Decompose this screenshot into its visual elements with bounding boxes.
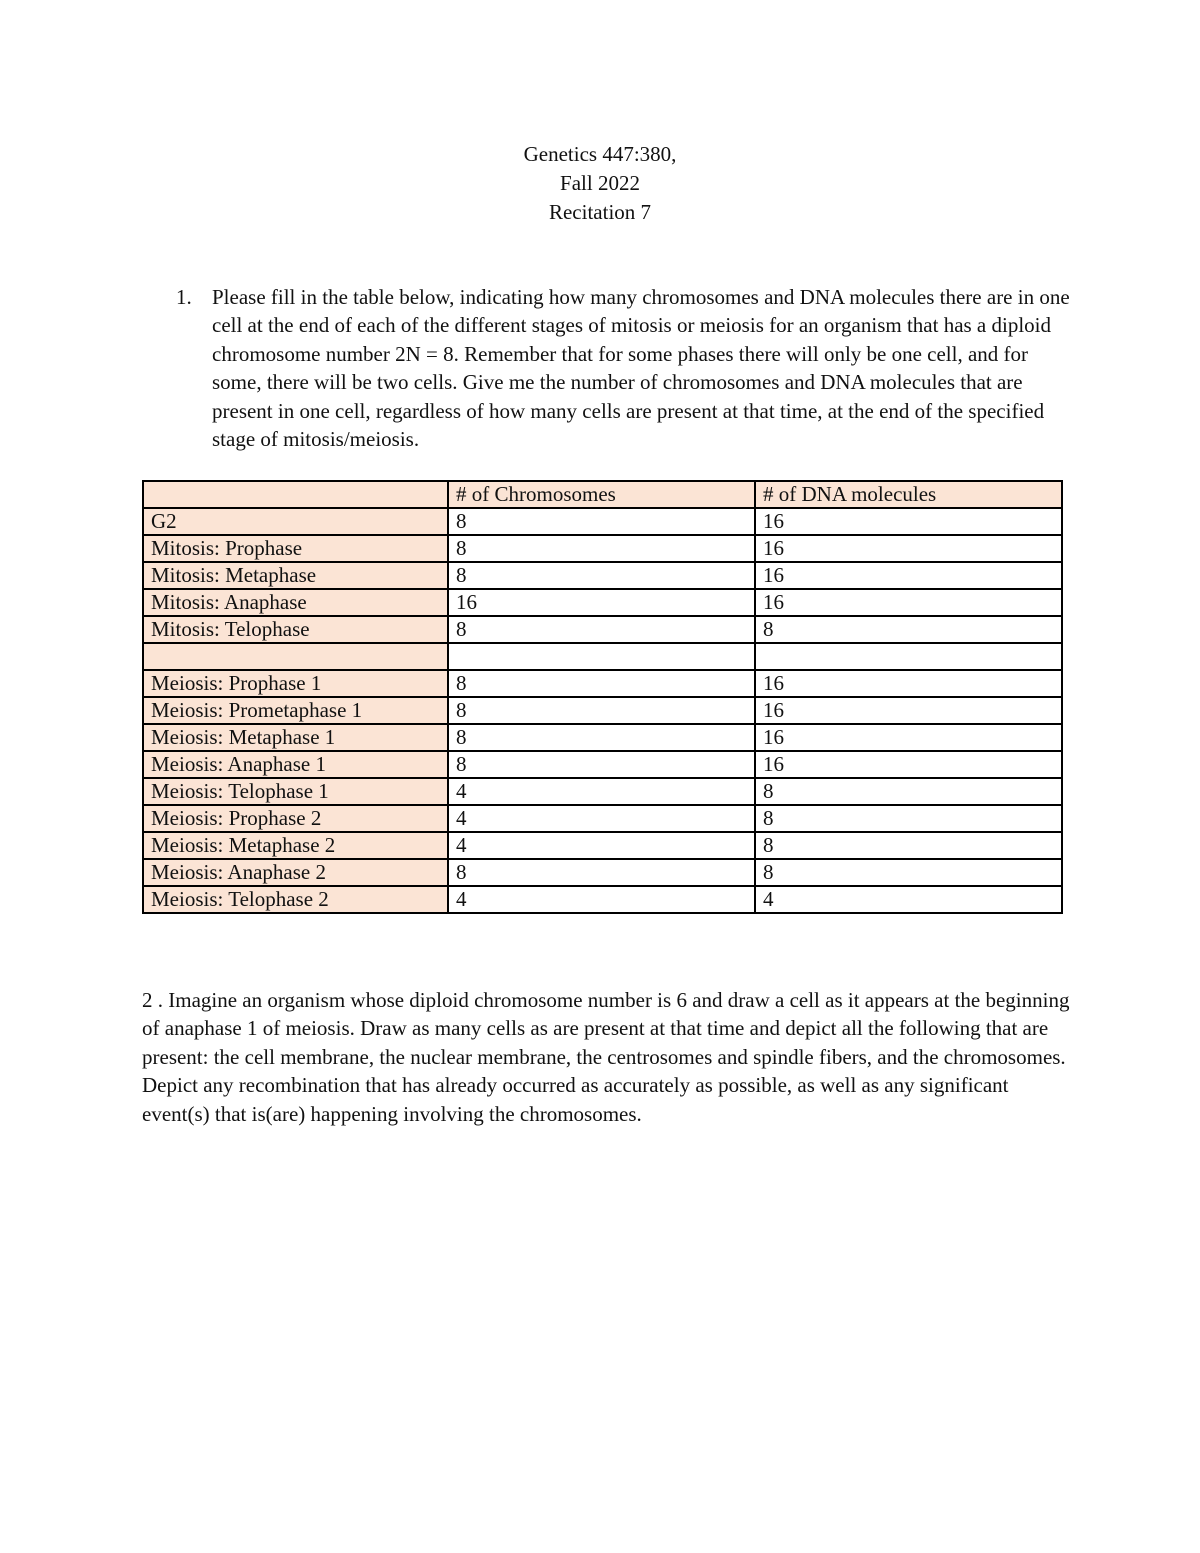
chromosome-count-cell: 8 bbox=[448, 859, 755, 886]
chromosome-count-cell: 4 bbox=[448, 832, 755, 859]
dna-count-cell: 16 bbox=[755, 697, 1062, 724]
chromosome-count-cell: 16 bbox=[448, 589, 755, 616]
stage-cell: Mitosis: Anaphase bbox=[143, 589, 448, 616]
table-row bbox=[143, 535, 1062, 562]
chromosome-count-cell: 8 bbox=[448, 535, 755, 562]
dna-count-cell: 16 bbox=[755, 751, 1062, 778]
stage-cell bbox=[143, 643, 448, 670]
stage-cell: Meiosis: Prometaphase 1 bbox=[143, 697, 448, 724]
table-row bbox=[143, 832, 1062, 859]
dna-count-cell bbox=[755, 643, 1062, 670]
question-1 bbox=[176, 283, 1076, 453]
table-row bbox=[143, 697, 1062, 724]
document-header bbox=[0, 140, 1200, 227]
stage-cell: Mitosis: Metaphase bbox=[143, 562, 448, 589]
stage-cell: Meiosis: Anaphase 2 bbox=[143, 859, 448, 886]
chromosome-count-cell: 8 bbox=[448, 508, 755, 535]
stage-cell: Meiosis: Telophase 2 bbox=[143, 886, 448, 913]
header-cell-chromosomes: # of Chromosomes bbox=[448, 481, 755, 508]
stage-cell: Mitosis: Telophase bbox=[143, 616, 448, 643]
table-row bbox=[143, 508, 1062, 535]
chromosome-count-cell: 8 bbox=[448, 616, 755, 643]
dna-count-cell: 16 bbox=[755, 535, 1062, 562]
header-cell-dna: # of DNA molecules bbox=[755, 481, 1062, 508]
table-row bbox=[143, 886, 1062, 913]
term: Fall 2022 bbox=[560, 171, 640, 195]
table-header-row bbox=[143, 481, 1062, 508]
dna-count-cell: 8 bbox=[755, 778, 1062, 805]
chromosome-count-cell: 8 bbox=[448, 670, 755, 697]
chromosome-count-cell: 4 bbox=[448, 805, 755, 832]
stage-cell: Meiosis: Metaphase 1 bbox=[143, 724, 448, 751]
question-2 bbox=[142, 986, 1072, 1128]
stage-cell: Meiosis: Telophase 1 bbox=[143, 778, 448, 805]
dna-count-cell: 8 bbox=[755, 616, 1062, 643]
dna-count-cell: 16 bbox=[755, 589, 1062, 616]
stage-cell: Meiosis: Prophase 1 bbox=[143, 670, 448, 697]
chromosome-count-cell: 4 bbox=[448, 778, 755, 805]
chromosome-count-cell: 4 bbox=[448, 886, 755, 913]
table-row bbox=[143, 589, 1062, 616]
table-row-spacer bbox=[143, 643, 1062, 670]
table-row bbox=[143, 670, 1062, 697]
dna-count-cell: 16 bbox=[755, 508, 1062, 535]
table-row bbox=[143, 751, 1062, 778]
stage-cell: Meiosis: Prophase 2 bbox=[143, 805, 448, 832]
chromosome-count-cell: 8 bbox=[448, 562, 755, 589]
question-2-text: 2 . Imagine an organism whose diploid chromosome number is 6 and draw a cell as it appears at the beginning of anaphase 1 of meiosis. Draw as many cells as are present at that time and depict all the following that are present: the cell membrane, the nuclear membrane, the centrosomes and spindle fibers, and the chromosomes. Depict any recombination that has already occurred as accurately as possible, as well as any significant event(s) that is(are) happening involving the chromosomes. bbox=[142, 988, 1070, 1126]
dna-count-cell: 16 bbox=[755, 724, 1062, 751]
question-1-text: Please fill in the table below, indicating how many chromosomes and DNA molecules there are in one cell at the end of each of the different stages of mitosis or meiosis for an organism that has a diploid chromosome number 2N = 8. Remember that for some phases there will only be one cell, and for some, there will be two cells. Give me the number of chromosomes and DNA molecules that are present in one cell, regardless of how many cells are present at that time, at the end of the specified stage of mitosis/meiosis. bbox=[212, 285, 1070, 452]
table-row bbox=[143, 562, 1062, 589]
stage-cell: Mitosis: Prophase bbox=[143, 535, 448, 562]
table-row bbox=[143, 859, 1062, 886]
question-1-number: 1. bbox=[176, 285, 192, 309]
stage-cell: G2 bbox=[143, 508, 448, 535]
table-row bbox=[143, 724, 1062, 751]
dna-count-cell: 8 bbox=[755, 805, 1062, 832]
dna-count-cell: 16 bbox=[755, 670, 1062, 697]
dna-count-cell: 16 bbox=[755, 562, 1062, 589]
dna-count-cell: 8 bbox=[755, 832, 1062, 859]
stage-cell: Meiosis: Anaphase 1 bbox=[143, 751, 448, 778]
stage-cell: Meiosis: Metaphase 2 bbox=[143, 832, 448, 859]
chromosome-count-cell bbox=[448, 643, 755, 670]
course-title: Genetics 447:380, bbox=[523, 142, 677, 166]
table-row bbox=[143, 778, 1062, 805]
chromosome-count-cell: 8 bbox=[448, 751, 755, 778]
header-cell-stage bbox=[143, 481, 448, 508]
chromosome-count-cell: 8 bbox=[448, 697, 755, 724]
table-row bbox=[143, 616, 1062, 643]
dna-count-cell: 4 bbox=[755, 886, 1062, 913]
stages-table bbox=[142, 480, 1063, 914]
recitation-title: Recitation 7 bbox=[548, 200, 652, 224]
table-row bbox=[143, 805, 1062, 832]
dna-count-cell: 8 bbox=[755, 859, 1062, 886]
chromosome-count-cell: 8 bbox=[448, 724, 755, 751]
